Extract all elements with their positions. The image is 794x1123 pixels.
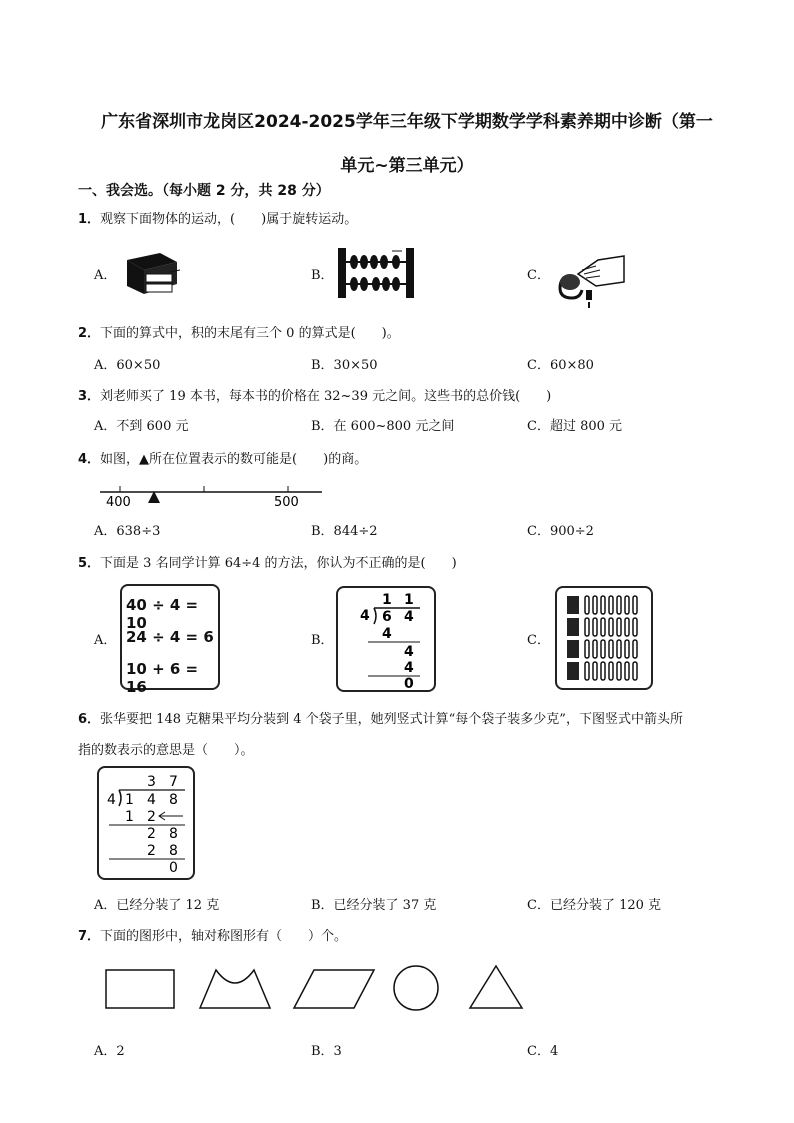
question-text: 下面的算式中，积的末尾有三个 0 的算式是( )。	[100, 326, 400, 341]
option-4a[interactable]: A．638÷3	[94, 524, 161, 539]
option-2a[interactable]: A．60×50	[94, 358, 161, 373]
svg-text:4: 4	[404, 609, 414, 625]
method-a-line: 10 + 6 = 16	[126, 660, 199, 696]
svg-text:1: 1	[404, 592, 414, 608]
arc-trapezoid-shape	[200, 970, 270, 1008]
method-a-line: 24 ÷ 4 = 6	[126, 628, 214, 646]
question-6	[78, 708, 683, 727]
section-header: 一、我会选。（每小题 2 分，共 28 分）	[78, 183, 330, 199]
option-2c[interactable]: C．60×80	[527, 358, 594, 373]
option-1b[interactable]: B．	[311, 268, 334, 283]
option-5b[interactable]: B．	[311, 633, 334, 648]
question-text: 下面是 3 名同学计算 64÷4 的方法，你认为不正确的是( )	[100, 556, 457, 571]
method-a-card	[120, 584, 220, 696]
svg-text:2: 2	[147, 826, 156, 842]
svg-text:1: 1	[382, 592, 392, 608]
question-number: 2．	[78, 326, 101, 341]
question-4	[78, 448, 367, 467]
number-line	[96, 478, 328, 514]
shapes-row	[100, 960, 530, 1014]
question-1	[78, 208, 357, 227]
stick-bundles-image	[557, 588, 651, 688]
option-7c[interactable]: C．4	[527, 1044, 559, 1059]
question-text: 如图，▲所在位置表示的数可能是( )的商。	[100, 452, 368, 467]
triangle-shape	[470, 966, 522, 1008]
method-c-card	[555, 586, 653, 690]
svg-text:4: 4	[360, 608, 370, 624]
question-text: 刘老师买了 19 本书，每本书的价格在 32~39 元之间。这些书的总价钱( )	[100, 389, 552, 404]
circle-shape	[394, 966, 438, 1010]
svg-text:3: 3	[147, 774, 156, 790]
option-1c[interactable]: C．	[527, 268, 550, 283]
method-a-line: 40 ÷ 4 = 10	[126, 596, 199, 632]
question-6-line-2: 指的数表示的意思是（ ）。	[78, 743, 254, 758]
question-5	[78, 552, 457, 571]
option-2b[interactable]: B．30×50	[311, 358, 378, 373]
svg-text:4: 4	[382, 626, 392, 642]
option-4b[interactable]: B．844÷2	[311, 524, 378, 539]
question-text: 下面的图形中，轴对称图形有（ ）个。	[100, 929, 348, 944]
svg-text:4: 4	[404, 660, 414, 676]
option-6c[interactable]: C．已经分装了 120 克	[527, 898, 662, 913]
svg-text:0: 0	[404, 676, 414, 690]
long-division-card	[97, 766, 195, 880]
long-division-q6	[99, 768, 193, 878]
rectangle-shape	[106, 970, 174, 1008]
option-7a[interactable]: A．2	[94, 1044, 125, 1059]
method-b-card	[336, 586, 436, 692]
svg-text:2: 2	[147, 843, 156, 859]
option-6a[interactable]: A．已经分装了 12 克	[94, 898, 220, 913]
question-2	[78, 322, 400, 341]
svg-text:6: 6	[382, 609, 392, 625]
option-7b[interactable]: B．3	[311, 1044, 342, 1059]
svg-text:4: 4	[147, 792, 156, 808]
question-number: 6．	[78, 712, 101, 727]
option-3c[interactable]: C．超过 800 元	[527, 419, 623, 434]
option-3a[interactable]: A．不到 600 元	[94, 419, 189, 434]
triangle-marker-icon	[148, 491, 160, 503]
svg-text:2: 2	[147, 809, 156, 825]
svg-text:0: 0	[169, 860, 178, 876]
faucet-hand-image	[552, 246, 628, 310]
question-text: 张华要把 148 克糖果平均分装到 4 个袋子里，她列竖式计算“每个袋子装多少克”，下图竖式中箭头所	[100, 712, 683, 727]
number-line-right-label: 500	[274, 495, 299, 510]
option-1a[interactable]: A．	[94, 268, 117, 283]
svg-text:4: 4	[404, 644, 414, 660]
question-number: 1．	[78, 212, 101, 227]
title-line-1: 广东省深圳市龙岗区2024-2025学年三年级下学期数学学科素养期中诊断（第一	[101, 112, 713, 132]
option-6b[interactable]: B．已经分装了 37 克	[311, 898, 437, 913]
question-7	[78, 925, 347, 944]
document-title	[60, 100, 754, 188]
option-5a[interactable]: A．	[94, 633, 117, 648]
option-5c[interactable]: C．	[527, 633, 550, 648]
question-text: 观察下面物体的运动，( )属于旋转运动。	[100, 212, 358, 227]
svg-text:4: 4	[107, 792, 116, 808]
question-number: 7．	[78, 929, 101, 944]
question-number: 4．	[78, 452, 101, 467]
title-line-2: 单元~第三单元）	[340, 156, 474, 176]
option-4c[interactable]: C．900÷2	[527, 524, 594, 539]
question-number: 3．	[78, 389, 101, 404]
svg-text:1: 1	[125, 809, 134, 825]
svg-text:1: 1	[125, 792, 134, 808]
svg-text:8: 8	[169, 843, 178, 859]
abacus-image	[336, 246, 416, 300]
question-number: 5．	[78, 556, 101, 571]
question-3	[78, 385, 551, 404]
number-line-left-label: 400	[106, 495, 131, 510]
option-3b[interactable]: B．在 600~800 元之间	[311, 419, 455, 434]
svg-text:7: 7	[169, 774, 178, 790]
svg-text:8: 8	[169, 792, 178, 808]
long-division-b	[338, 588, 434, 690]
svg-text:8: 8	[169, 826, 178, 842]
parallelogram-shape	[294, 970, 374, 1008]
drawer-image	[122, 248, 182, 298]
